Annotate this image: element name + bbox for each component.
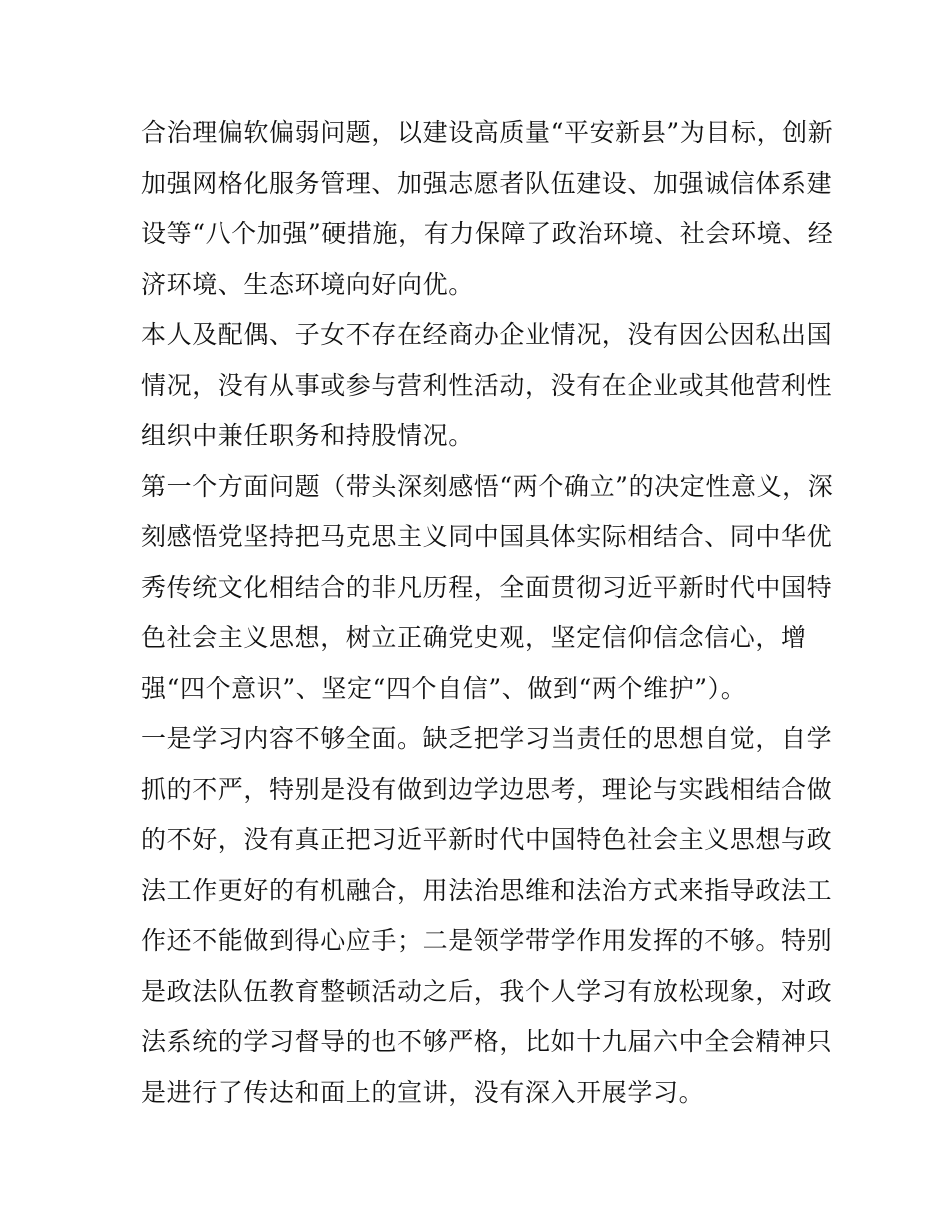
text-line: 抓的不严，特别是没有做到边学边思考，理论与实践相结合做 bbox=[141, 774, 833, 804]
text-line: 本人及配偶、子女不存在经商办企业情况，没有因公因私出国 bbox=[141, 320, 833, 349]
text-line: 济环境、生态环境向好向优。 bbox=[141, 269, 474, 299]
text-line: 法工作更好的有机融合，用法治思维和法治方式来指导政法工 bbox=[141, 875, 833, 905]
text-line: 第一个方面问题（带头深刻感悟“两个确立”的决定性意义，深 bbox=[141, 471, 834, 501]
text-line: 组织中兼任职务和持股情况。 bbox=[141, 421, 474, 450]
text-line: 加强网格化服务管理、加强志愿者队伍建设、加强诚信体系建 bbox=[141, 168, 833, 198]
text-line: 刻感悟党坚持把马克思主义同中国具体实际相结合、同中华优 bbox=[141, 522, 833, 551]
text-line: 设等“八个加强”硬措施，有力保障了政治环境、社会环境、经 bbox=[141, 219, 834, 248]
text-line: 是政法队伍教育整顿活动之后，我个人学习有放松现象，对政 bbox=[141, 976, 833, 1006]
text-line: 一是学习内容不够全面。缺乏把学习当责任的思想自觉，自学 bbox=[141, 724, 833, 753]
text-line: 是进行了传达和面上的宣讲，没有深入开展学习。 bbox=[141, 1077, 705, 1107]
text-line: 法系统的学习督导的也不够严格，比如十九届六中全会精神只 bbox=[141, 1027, 833, 1056]
text-line: 秀传统文化相结合的非凡历程，全面贯彻习近平新时代中国特 bbox=[141, 572, 833, 602]
paragraph-personal-declaration bbox=[141, 310, 833, 462]
paragraph-governance-measures bbox=[141, 108, 834, 310]
paragraph-first-aspect-heading bbox=[141, 462, 834, 715]
text-line: 的不好，没有真正把习近平新时代中国特色社会主义思想与政 bbox=[141, 825, 833, 854]
text-line: 色社会主义思想，树立正确党史观，坚定信仰信念信心，增 bbox=[141, 623, 807, 652]
document-body bbox=[141, 108, 834, 1118]
paragraph-study-problems bbox=[141, 714, 833, 1118]
text-line: 作还不能做到得心应手；二是领学带学作用发挥的不够。特别 bbox=[141, 926, 833, 955]
text-line: 合治理偏软偏弱问题，以建设高质量“平安新县”为目标，创新 bbox=[141, 118, 834, 147]
text-line: 强“四个意识”、坚定“四个自信”、做到“两个维护”）。 bbox=[141, 673, 747, 703]
text-line: 情况，没有从事或参与营利性活动，没有在企业或其他营利性 bbox=[141, 370, 833, 400]
